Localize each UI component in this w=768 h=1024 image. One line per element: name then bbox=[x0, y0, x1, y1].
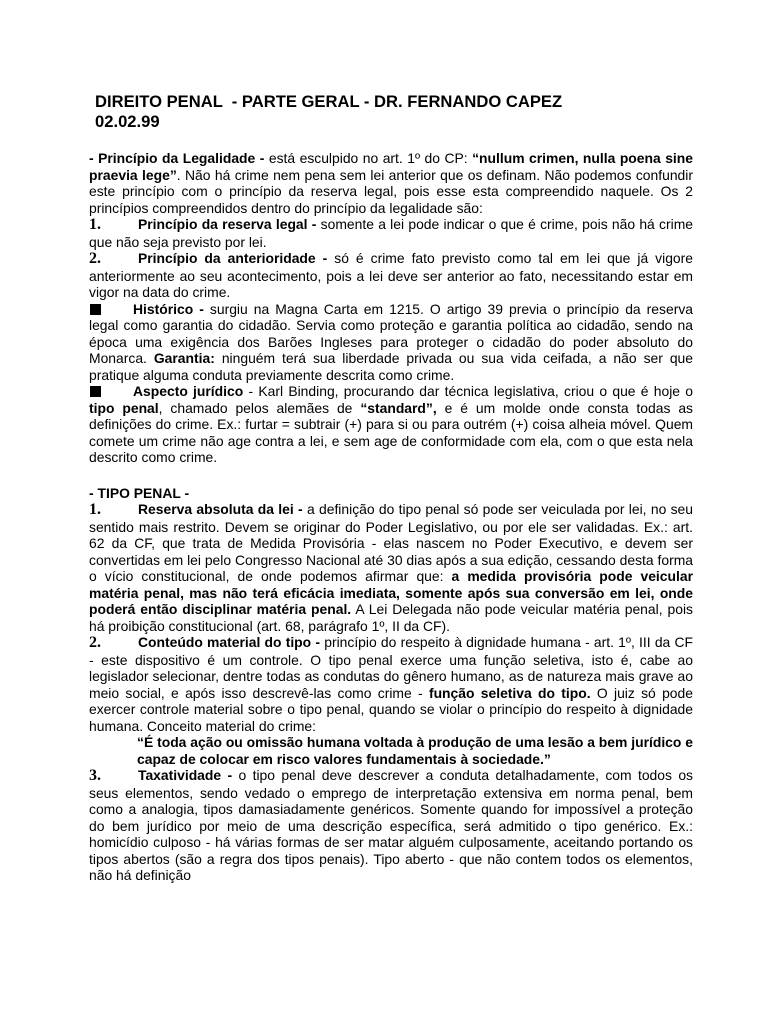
item-reserva-absoluta bbox=[89, 501, 693, 634]
item-conteudo-material bbox=[89, 634, 693, 734]
item-label: Reserva absoluta da lei - bbox=[138, 501, 303, 517]
text: o tipo penal deve descrever a conduta detalhadamente, com todos os seus elementos, sendo vedado o emprego de interpretação extensiva em norma penal, bem como a analogia, tipos damasiadamente genéricos. Somente quando for impossível a proteção do bem jurídico por meio de uma descrição específica, será admitido o tipo genérico. Ex.: homicídio culposo - há várias formas de ser matar alguém culposamente, aceitando portando os tipos abertos (são a regra dos tipos penais). Tipo aberto - que não contem todos os elementos, não há definição bbox=[89, 767, 693, 883]
bold-term: tipo penal bbox=[89, 399, 159, 416]
bold-statement: a medida provisória pode veicular matéria penal, mas não terá eficácia imediata, somente após sua conversão em lei, onde poderá então disciplinar matéria penal. bbox=[89, 568, 693, 617]
bold-term: função seletiva do tipo. bbox=[428, 684, 591, 701]
item-reserva-legal bbox=[89, 216, 693, 250]
text: . Não há crime nem pena sem lei anterior que os definam. Não podemos confundir este princípio com o princípio da reserva legal, pois esse esta compreendido naquele. Os 2 princípios compreendidos dentro do princípio da legalidade são: bbox=[89, 166, 693, 216]
item-label: Aspecto jurídico bbox=[133, 383, 244, 399]
item-number: 3. bbox=[89, 767, 101, 784]
item-historico bbox=[89, 301, 693, 384]
item-number: 1. bbox=[89, 216, 101, 233]
text: O juiz só pode exercer controle material sobre o tipo penal, quando se violar o princípio do respeito à dignidade humana. Conceito material do crime: bbox=[89, 684, 693, 734]
item-label: Taxatividade - bbox=[138, 767, 233, 783]
item-label: Princípio da anterioridade - bbox=[138, 250, 328, 266]
text: , chamado pelos alemães de bbox=[158, 399, 361, 416]
black-square-icon bbox=[89, 383, 133, 400]
label-legalidade: - Princípio da Legalidade - bbox=[89, 150, 265, 166]
document-title bbox=[95, 92, 715, 132]
item-number: 2. bbox=[89, 634, 101, 651]
item-label: Princípio da reserva legal - bbox=[138, 216, 317, 232]
text: - Karl Binding, procurando dar técnica legislativa, criou o que é hoje o bbox=[243, 383, 694, 399]
crime-definition-quote: “É toda ação ou omissão humana voltada à produção de uma lesão a bem jurídico e capaz de colocar em risco valores fundamentais à sociedade.” bbox=[137, 734, 693, 767]
black-square-icon bbox=[89, 301, 133, 318]
item-number: 2. bbox=[89, 250, 101, 267]
paragraph-legalidade bbox=[89, 150, 693, 216]
text: a definição do tipo penal só pode ser veiculada por lei, no seu sentido mais restrito. Devem se originar do Poder Legislativo, ou por ele ser validadas. Ex.: art. 62 da CF, que trata de Medida Provisória - elas nascem no Poder Executivo, e devem ser convertidas em lei pelo Congresso Nacional até 30 dias após a sua edição, cessando desta forma o vício constitucional, de onde podemos afirmar que: bbox=[89, 501, 693, 584]
text: está esculpido no art. 1º do CP: bbox=[264, 150, 473, 166]
spacer bbox=[89, 466, 693, 485]
item-text: somente a lei pode indicar o que é crime, pois não há crime que não seja previsto por lei. bbox=[89, 216, 693, 250]
latin-quote: “nullum crimen, nulla poena sine praevia lege” bbox=[89, 150, 694, 183]
item-label: Conteúdo material do tipo - bbox=[138, 634, 320, 650]
item-anterioridade bbox=[89, 250, 693, 301]
item-text: só é crime fato previsto como tal em lei que já vigore anteriormente ao seu acontecimento, pois a lei deve ser anterior ao fato, necessitando estar em vigor na data do crime. bbox=[89, 250, 693, 300]
item-taxatividade bbox=[89, 767, 693, 884]
document-body bbox=[89, 150, 693, 884]
title-date: 02.02.99 bbox=[95, 112, 160, 131]
section-heading bbox=[89, 485, 693, 502]
item-label: Histórico - bbox=[133, 300, 204, 317]
label-garantia: Garantia: bbox=[153, 350, 215, 366]
item-number: 1. bbox=[89, 501, 101, 518]
text: ninguém terá sua liberdade privada ou sua vida ceifada, a não ser que pratique alguma conduta previamente descrita como crime. bbox=[89, 350, 693, 383]
bold-term: “standard”, bbox=[360, 399, 437, 416]
title-line-1: DIREITO PENAL - PARTE GERAL - DR. FERNANDO CAPEZ bbox=[95, 92, 563, 111]
text: surgiu na Magna Carta em 1215. O artigo 39 previa o princípio da reserva legal como garantia do cidadão. Servia como proteção e garantia política ao cidadão, sendo na época uma exigência dos Barões Ingleses para proteger o cidadão do poder absoluto do Monarca. bbox=[89, 300, 693, 366]
text: A Lei Delegada não pode veicular matéria penal, pois há proibição constitucional (art. 68, parágrafo 1º, II da CF). bbox=[89, 601, 693, 634]
text: e é um molde onde consta todas as definições do crime. Ex.: furtar = subtrair (+) para si ou para outrém (+) coisa alheia móvel. Quem comete um crime não age contra a lei, e sem age de conformidade com ela, com o que esta nela descrito como crime. bbox=[89, 399, 693, 465]
heading-tipo-penal: - TIPO PENAL - bbox=[89, 484, 190, 501]
text: princípio do respeito à dignidade humana - art. 1º, III da CF - este dispositivo é um controle. O tipo penal exerce uma função seletiva, isto é, cabe ao legislador selecionar, dentre todas as condutas do gênero humano, as de natureza mais grave ao meio social, e após isso descrevê-las como crime - bbox=[89, 634, 693, 701]
item-aspecto-juridico bbox=[89, 383, 693, 466]
